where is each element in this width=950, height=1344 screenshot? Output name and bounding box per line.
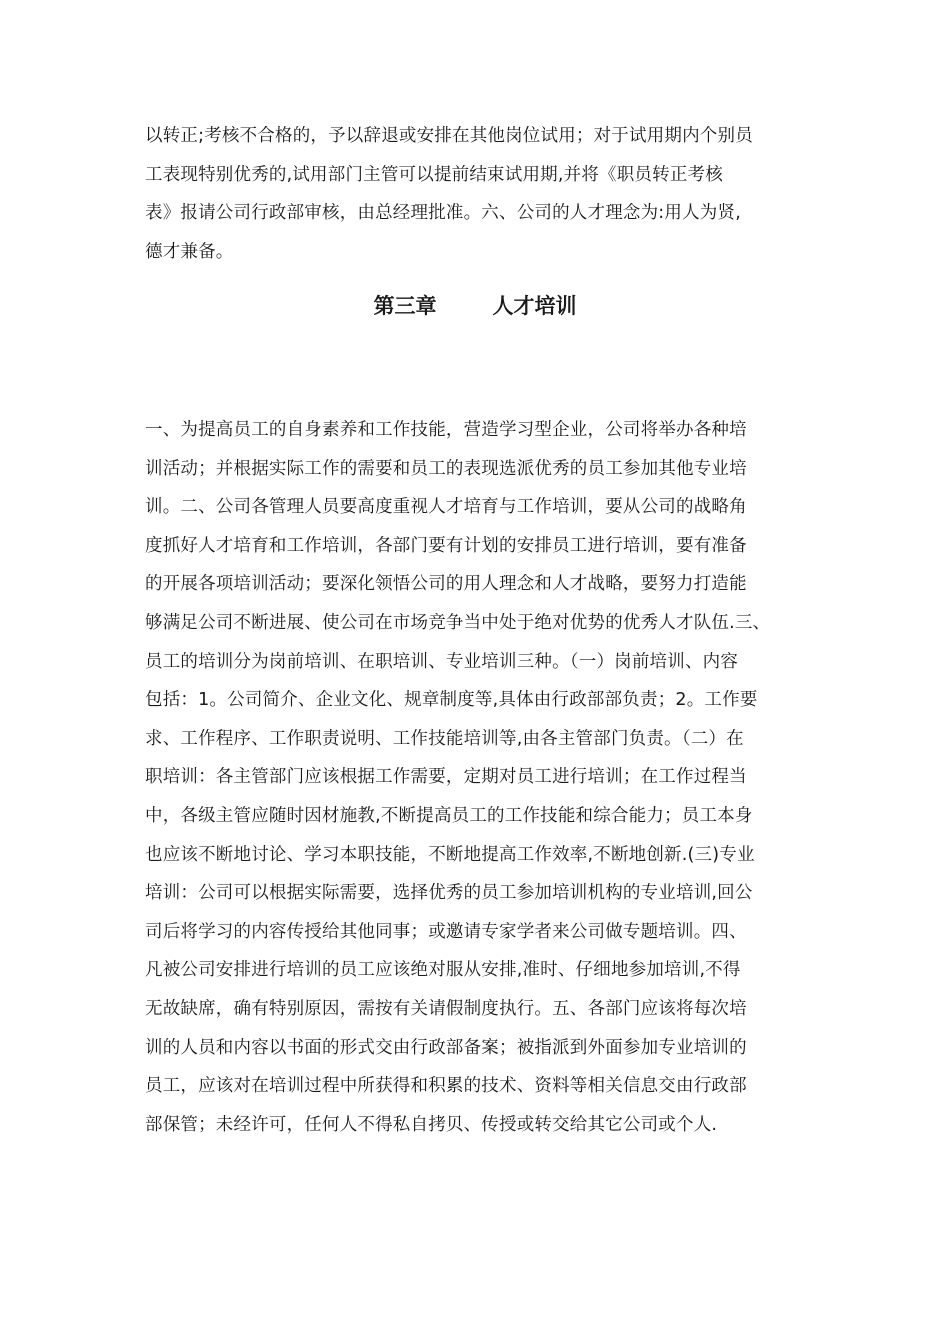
text-line: 以转正;考核不合格的，予以辞退或安排在其他岗位试用；对于试用期内个别员 [145,126,753,146]
text-line: 的开展各项培训活动；要深化领悟公司的用人理念和人才战略，要努力打造能 [145,574,747,595]
chapter-title: 人才培训 [492,294,577,318]
text-line: 够满足公司不断进展、使公司在市场竞争当中处于绝对优势的优秀人才队伍.三、 [145,612,771,633]
text-line: 德才兼备。 [145,241,234,262]
text-line: 员工，应该对在培训过程中所获得和积累的技术、资料等相关信息交由行政部 [145,1076,747,1097]
text-line: 职培训：各主管部门应该根据工作需要，定期对员工进行培训；在工作过程当 [145,767,747,788]
chapter-heading [0,288,950,324]
paragraph-training [145,411,811,1144]
text-line: 培训：公司可以根据实际需要，选择优秀的员工参加培训机构的专业培训,回公 [145,883,753,904]
chapter-number: 第三章 [373,294,437,318]
paragraph-probation [145,117,811,271]
text-line: 无故缺席，确有特别原因，需按有关请假制度执行。五、各部门应该将每次培 [145,998,747,1019]
text-line: 度抓好人才培育和工作培训，各部门要有计划的安排员工进行培训，要有准备 [145,535,747,556]
text-line: 一、为提高员工的自身素养和工作技能，营造学习型企业，公司将举办各种培 [145,420,747,440]
text-line: 员工的培训分为岗前培训、在职培训、专业培训三种。（一）岗前培训、内容 [145,651,739,672]
text-line: 求、工作程序、工作职责说明、工作技能培训等,由各主管部门负责。（二）在 [145,728,744,749]
text-line: 司后将学习的内容传授给其他同事；或邀请专家学者来公司做专题培训。四、 [145,921,747,942]
text-line: 表》报请公司行政部审核，由总经理批准。六、公司的人才理念为:用人为贤, [145,203,741,224]
text-line: 也应该不断地讨论、学习本职技能，不断地提高工作效率,不断地创新.(三)专业 [145,844,755,865]
text-line: 训活动；并根据实际工作的需要和员工的表现选派优秀的员工参加其他专业培 [145,458,747,479]
text-line: 中，各级主管应随时因材施教,不断提高员工的工作技能和综合能力；员工本身 [145,805,753,826]
text-line: 训。二、公司各管理人员要高度重视人才培育与工作培训，要从公司的战略角 [145,497,747,518]
text-line: 部保管；未经许可，任何人不得私自拷贝、传授或转交给其它公司或个人. [145,1114,718,1135]
text-line: 工表现特别优秀的,试用部门主管可以提前结束试用期,并将《职员转正考核 [145,164,723,185]
text-line: 凡被公司安排进行培训的员工应该绝对服从安排,准时、仔细地参加培训,不得 [145,960,741,981]
text-line: 训的人员和内容以书面的形式交由行政部备案；被指派到外面参加专业培训的 [145,1037,747,1058]
text-line: 包括：1。公司简介、企业文化、规章制度等,具体由行政部部负责；2。工作要 [145,690,758,711]
